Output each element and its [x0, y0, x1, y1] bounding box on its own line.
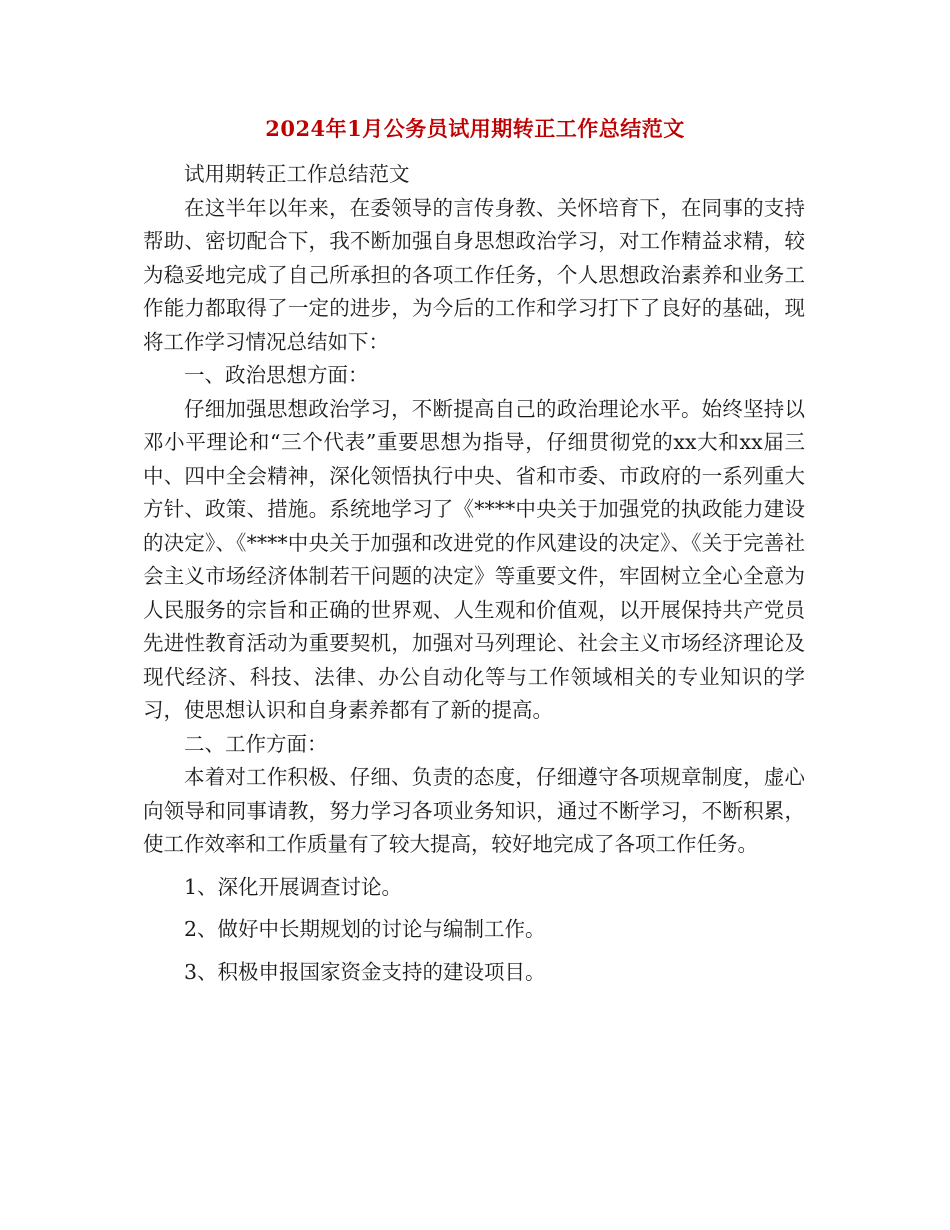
section-heading-work: 二、工作方面： — [184, 731, 328, 756]
document-title: 2024年1月公务员试用期转正工作总结范文 — [265, 116, 685, 141]
list-item: 2、做好中长期规划的讨论与编制工作。 — [184, 917, 546, 941]
list-item: 3、积极申报国家资金支持的建设项目。 — [184, 959, 546, 984]
intro-paragraph: 在这半年以年来，在委领导的言传身教、关怀培育下，在同事的支持帮助、密切配合下，我不断加强自身思想政治学习，对工作精益求精，较为稳妥地完成了自己所承担的各项工作任务，个人思想政治素养和业务工作能力都取得了一定的进步，为今后的工作和学习打下了良好的基础，现将工作学习情况总结如下： — [143, 195, 805, 354]
document-body — [143, 158, 805, 989]
section-heading-political: 一、政治思想方面： — [184, 363, 369, 387]
work-paragraph: 本着对工作积极、仔细、负责的态度，仔细遵守各项规章制度，虚心向领导和同事请教，努力学习各项业务知识，通过不断学习，不断积累，使工作效率和工作质量有了较大提高，较好地完成了各项工作任务。 — [143, 765, 805, 856]
subtitle-paragraph: 试用期转正工作总结范文 — [184, 162, 410, 186]
political-paragraph: 仔细加强思想政治学习，不断提高自己的政治理论水平。始终坚持以邓小平理论和“三个代表”重要思想为指导，仔细贯彻党的xx大和xx届三中、四中全会精神，深化领悟执行中央、省和市委、市政府的一系列重大方针、政策、措施。系统地学习了《****中央关于加强党的执政能力建设的决定》、《****中央关于加强和改进党的作风建设的决定》、《关于完善社会主义市场经济体制若干问题的决定》等重要文件，牢固树立全心全意为人民服务的宗旨和正确的世界观、人生观和价值观，以开展保持共产党员先进性教育活动为重要契机，加强对马列理论、社会主义市场经济理论及现代经济、科技、法律、办公自动化等与工作领域相关的专业知识的学习，使思想认识和自身素养都有了新的提高。 — [143, 396, 805, 722]
list-item: 1、深化开展调查讨论。 — [184, 874, 403, 899]
